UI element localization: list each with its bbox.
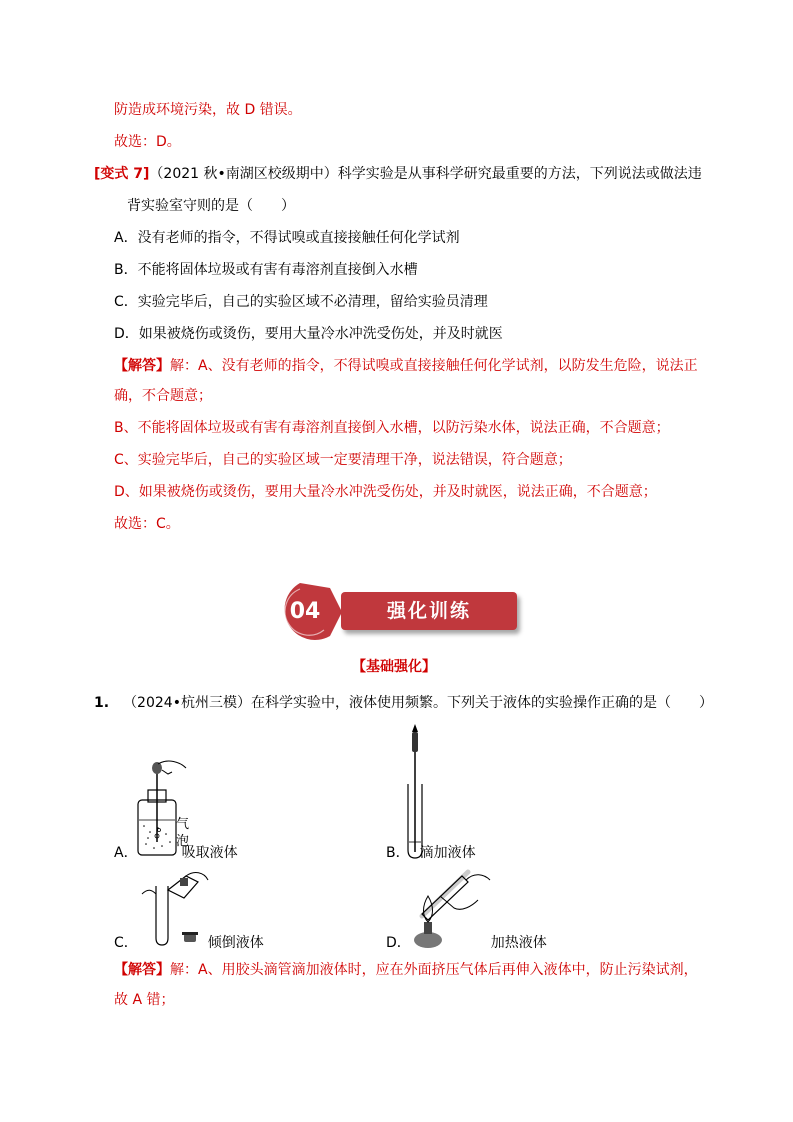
variant-stem-line-1: （2021 秋•南湖区校级期中）科学实验是从事科学研究最重要的方法，下列说法或做法违	[149, 166, 702, 182]
variant-option-a: A．没有老师的指令，不得试嗅或直接接触任何化学试剂	[114, 230, 460, 246]
section-title-bar	[341, 592, 517, 630]
variant-option-b: B．不能将固体垃圾或有害有毒溶剂直接倒入水槽	[114, 262, 418, 278]
question-1-answer-line-1: 【解答】解：A、用胶头滴管滴加液体时，应在外面挤压气体后再伸入液体中，防止污染试剂，	[114, 962, 698, 978]
variant-answer-tag: 【解答】	[114, 358, 170, 374]
variant-question-stem	[94, 164, 702, 184]
option-d: D． 加热液体	[386, 935, 547, 951]
variant-option-d: D．如果被烧伤或烫伤，要用大量冷水冲洗受伤处，并及时就医	[114, 326, 503, 342]
variant-stem-line-2: 背实验室守则的是（ ）	[127, 198, 295, 214]
question-1-stem: 1. （2024•杭州三模）在科学实验中，液体使用频繁。下列关于液体的实验操作正确的是（ ）	[94, 695, 713, 711]
section-number: 04	[289, 599, 321, 624]
question-number: 1.	[94, 695, 110, 711]
figure-a-label-pao: 泡	[176, 834, 190, 849]
option-c: C． 倾倒液体	[114, 935, 264, 951]
section-title: 强化训练	[386, 600, 471, 622]
variant-answer-line-5: D、如果被烧伤或烫伤，要用大量冷水冲洗受伤处，并及时就医，说法正确，不合题意；	[114, 484, 657, 500]
option-b: B． 滴加液体	[386, 845, 476, 861]
variant-answer-line-6: 故选：C。	[114, 516, 180, 532]
question-1-answer-tag: 【解答】	[114, 962, 170, 978]
variant-answer-line-2: 确，不合题意；	[114, 388, 212, 404]
variant-answer-line-4: C、实验完毕后，自己的实验区域一定要清理干净，说法错误，符合题意；	[114, 452, 572, 468]
answer-choice: 故选：D。	[114, 134, 181, 150]
variant-tag: [变式 7]	[94, 166, 150, 182]
variant-answer-line-3: B、不能将固体垃圾或有害有毒溶剂直接倒入水槽，以防污染水体，说法正确，不合题意；	[114, 420, 670, 436]
variant-answer-line-1: 【解答】解：A、没有老师的指令，不得试嗅或直接接触任何化学试剂，以防发生危险，说法正	[114, 358, 698, 374]
question-1-answer-line-2: 故 A 错；	[114, 992, 175, 1008]
figure-a-label-qi: 气	[176, 817, 190, 832]
answer-continuation: 防造成环境污染，故 D 错误。	[114, 102, 302, 118]
option-a: A． 吸取液体	[114, 845, 238, 861]
section-subtitle: 【基础强化】	[352, 659, 436, 675]
figure-b-dropper-tube	[400, 722, 430, 862]
variant-option-c: C．实验完毕后，自己的实验区域不必清理，留给实验员清理	[114, 294, 488, 310]
